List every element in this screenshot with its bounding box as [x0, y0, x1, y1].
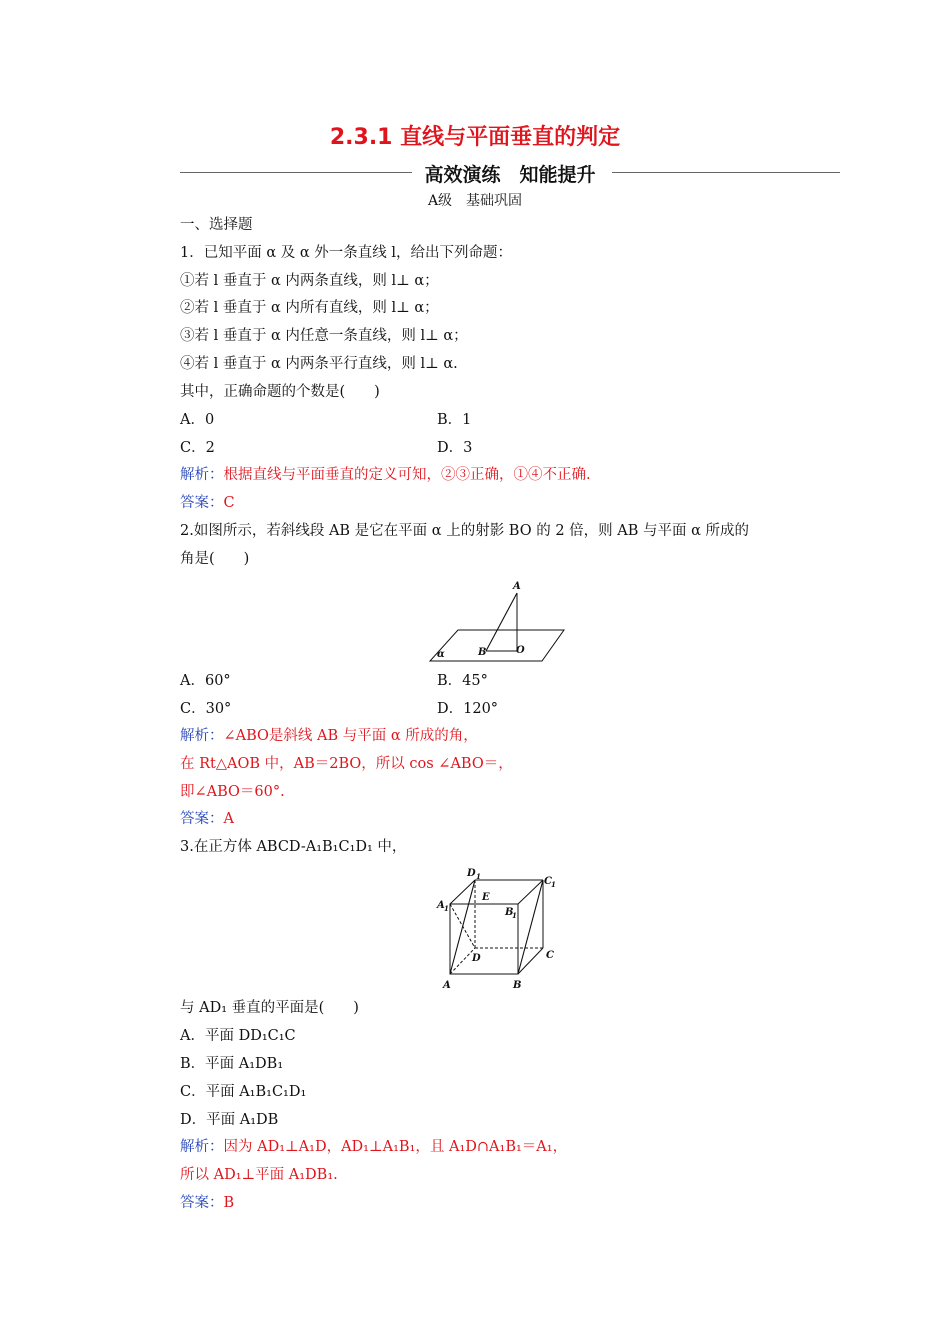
label-d1-sub: 1 [476, 872, 481, 881]
q2-stem: 2.如图所示，若斜线段 AB 是它在平面 α 上的射影 BO 的 2 倍，则 AB 与平面 α 所成的 [180, 523, 750, 539]
q1-answer [180, 493, 235, 513]
analysis-label: 解析： [180, 467, 224, 483]
analysis-label: 解析： [180, 1139, 224, 1155]
analysis-text: 根据直线与平面垂直的定义可知，②③正确，①④不正确. [223, 467, 591, 483]
section-banner [180, 160, 840, 186]
label-a: A [443, 980, 451, 991]
q1-stem: 1．已知平面 α 及 α 外一条直线 l，给出下列命题： [180, 245, 512, 261]
label-a1-sub: 1 [444, 904, 449, 913]
answer-value: B [223, 1195, 235, 1211]
q3-option-a: A．平面 DD₁C₁C [180, 1028, 296, 1044]
analysis-text: 因为 AD₁⊥A₁D，AD₁⊥A₁B₁，且 A₁D∩A₁B₁＝A₁， [223, 1139, 568, 1155]
banner-rule-right [612, 172, 840, 173]
label-d: D [472, 953, 481, 964]
answer-value: A [223, 811, 234, 827]
diagonal-a1d [450, 904, 475, 948]
label-b1: B [505, 907, 514, 918]
segment-ab [486, 593, 517, 651]
q3-stem: 3.在正方体 ABCD-A₁B₁C₁D₁ 中， [180, 839, 407, 855]
label-b: B [478, 647, 487, 658]
q3-analysis-line: 所以 AD₁⊥平面 A₁DB₁. [180, 1167, 338, 1183]
q3-question: 与 AD₁ 垂直的平面是( ) [180, 1000, 359, 1016]
q3-option-c: C．平面 A₁B₁C₁D₁ [180, 1084, 307, 1100]
q2-option-b: B．45° [437, 673, 488, 689]
answer-label: 答案： [180, 495, 224, 511]
q1-option-b: B．1 [437, 412, 472, 428]
q2-analysis [180, 726, 478, 746]
q1-option-c: C．2 [180, 440, 215, 456]
label-c: C [546, 950, 554, 961]
answer-label: 答案： [180, 811, 224, 827]
plane-figure [420, 575, 580, 667]
q3-option-d: D．平面 A₁DB [180, 1112, 279, 1128]
q1-item: ③若 l 垂直于 α 内任意一条直线，则 l⊥ α； [180, 328, 468, 344]
q1-question: 其中，正确命题的个数是( ) [180, 384, 380, 400]
analysis-label: 解析： [180, 728, 224, 744]
diagonal-bc1 [518, 880, 543, 974]
q2-answer [180, 809, 234, 829]
q1-item: ④若 l 垂直于 α 内两条平行直线，则 l⊥ α. [180, 356, 458, 372]
q2-option-a: A．60° [180, 673, 231, 689]
label-a: A [513, 581, 521, 592]
label-d1: D [467, 868, 476, 879]
q1-option-a: A．0 [180, 412, 215, 428]
label-c1-sub: 1 [551, 880, 556, 889]
q1-item: ①若 l 垂直于 α 内两条直线，则 l⊥ α； [180, 273, 439, 289]
label-a1: A [437, 900, 445, 911]
q3-answer [180, 1193, 234, 1213]
q2-stem-cont: 角是( ) [180, 551, 250, 567]
analysis-text: ∠ABO是斜线 AB 与平面 α 所成的角， [223, 728, 478, 744]
label-e: E [482, 892, 490, 903]
q1-analysis [180, 465, 591, 485]
label-o: O [516, 645, 525, 656]
q1-option-d: D．3 [437, 440, 473, 456]
q2-analysis-line: 在 Rt△AOB 中，AB＝2BO，所以 cos ∠ABO＝， [180, 756, 513, 772]
q2-option-d: D．120° [437, 701, 499, 717]
label-alpha: α [437, 649, 445, 660]
label-b1-sub: 1 [512, 911, 517, 920]
page-title: 2.3.1 直线与平面垂直的判定 [329, 125, 621, 150]
cube-figure [425, 862, 565, 994]
banner-text: 高效演练 知能提升 [424, 164, 596, 186]
q3-analysis [180, 1137, 567, 1157]
q3-option-b: B．平面 A₁DB₁ [180, 1056, 284, 1072]
answer-value: C [223, 495, 235, 511]
level-heading: A级 基础巩固 [427, 193, 523, 209]
q2-option-c: C．30° [180, 701, 232, 717]
q2-analysis-line: 即∠ABO＝60°. [180, 784, 285, 800]
answer-label: 答案： [180, 1195, 224, 1211]
q1-item: ②若 l 垂直于 α 内所有直线，则 l⊥ α； [180, 300, 439, 316]
plane-alpha [430, 630, 564, 661]
label-b: B [513, 980, 522, 991]
label-c1: C [544, 876, 552, 887]
section-heading: 一、选择题 [180, 217, 253, 233]
